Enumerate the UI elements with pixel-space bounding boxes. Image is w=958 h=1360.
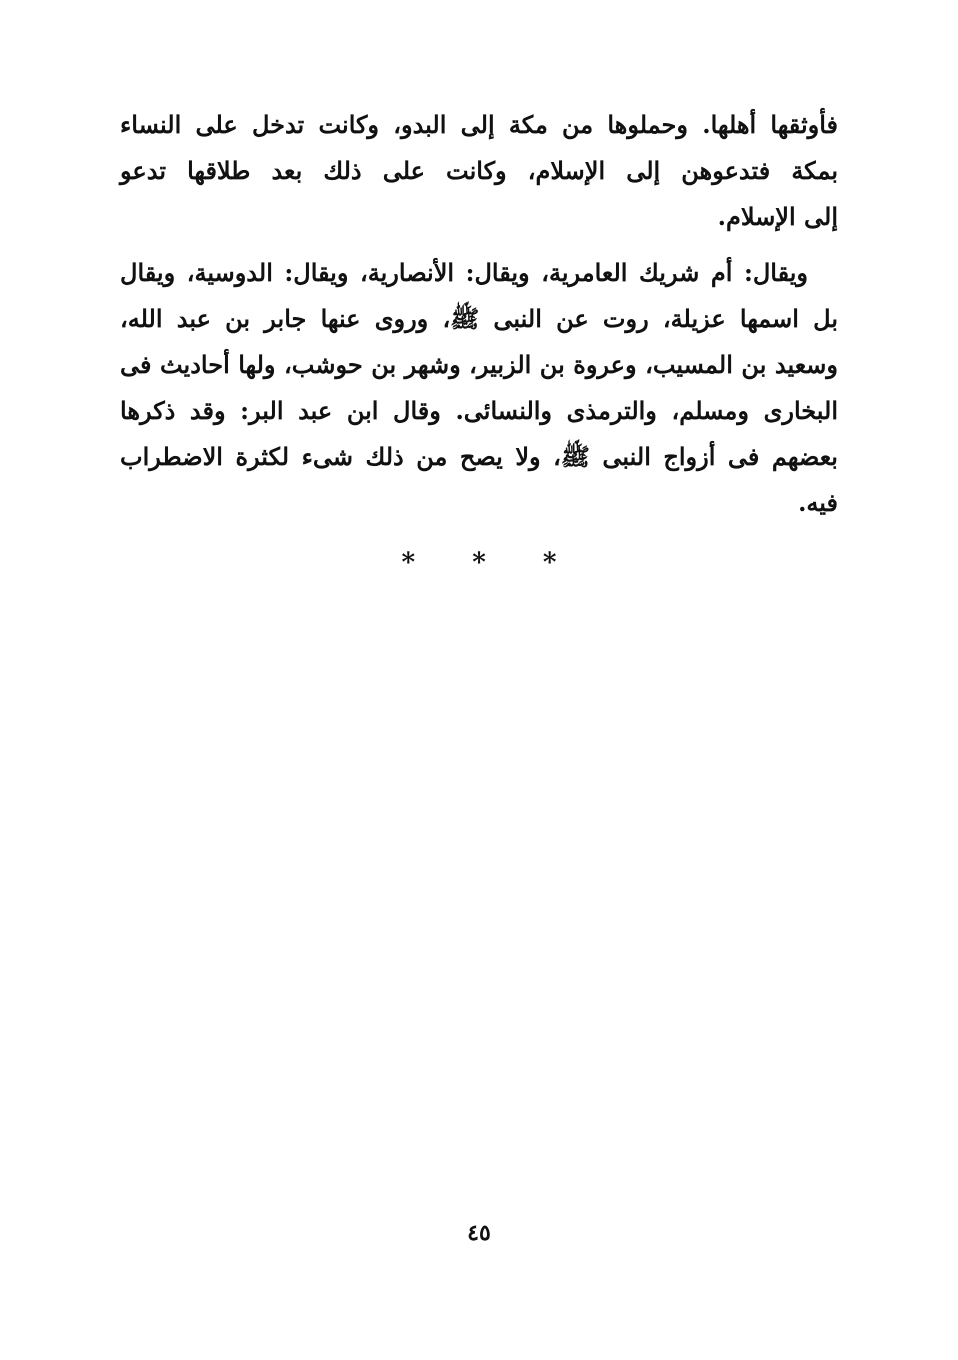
paragraph-line: فيه. bbox=[798, 488, 838, 517]
section-separator: * * * bbox=[401, 548, 581, 578]
paragraph-line: وسعيد بن المسيب، وعروة بن الزبير، وشهر بن حوشب، ولها أحاديث فى bbox=[120, 350, 838, 379]
paragraph-2 bbox=[120, 250, 838, 526]
paragraph-line: فأوثقها أهلها. وحملوها من مكة إلى البدو، وكانت تدخل على النساء bbox=[120, 110, 838, 139]
paragraph-line: ويقال: أم شريك العامرية، ويقال: الأنصارية، ويقال: الدوسية، ويقال bbox=[120, 258, 808, 287]
paragraph-1 bbox=[120, 102, 838, 240]
paragraph-line: إلى الإسلام. bbox=[717, 202, 838, 231]
paragraph-line: البخارى ومسلم، والترمذى والنسائى. وقال ابن عبد البر: وقد ذكرها bbox=[120, 396, 838, 425]
page-number: ٤٥ bbox=[467, 1220, 491, 1246]
paragraph-line: بعضهم فى أزواج النبى ﷺ، ولا يصح من ذلك شىء لكثرة الاضطراب bbox=[120, 442, 838, 471]
paragraph-line: بل اسمها عزيلة، روت عن النبى ﷺ، وروى عنها جابر بن عبد الله، bbox=[120, 304, 838, 333]
paragraph-line: بمكة فتدعوهن إلى الإسلام، وكانت على ذلك بعد طلاقها تدعو bbox=[120, 156, 838, 185]
